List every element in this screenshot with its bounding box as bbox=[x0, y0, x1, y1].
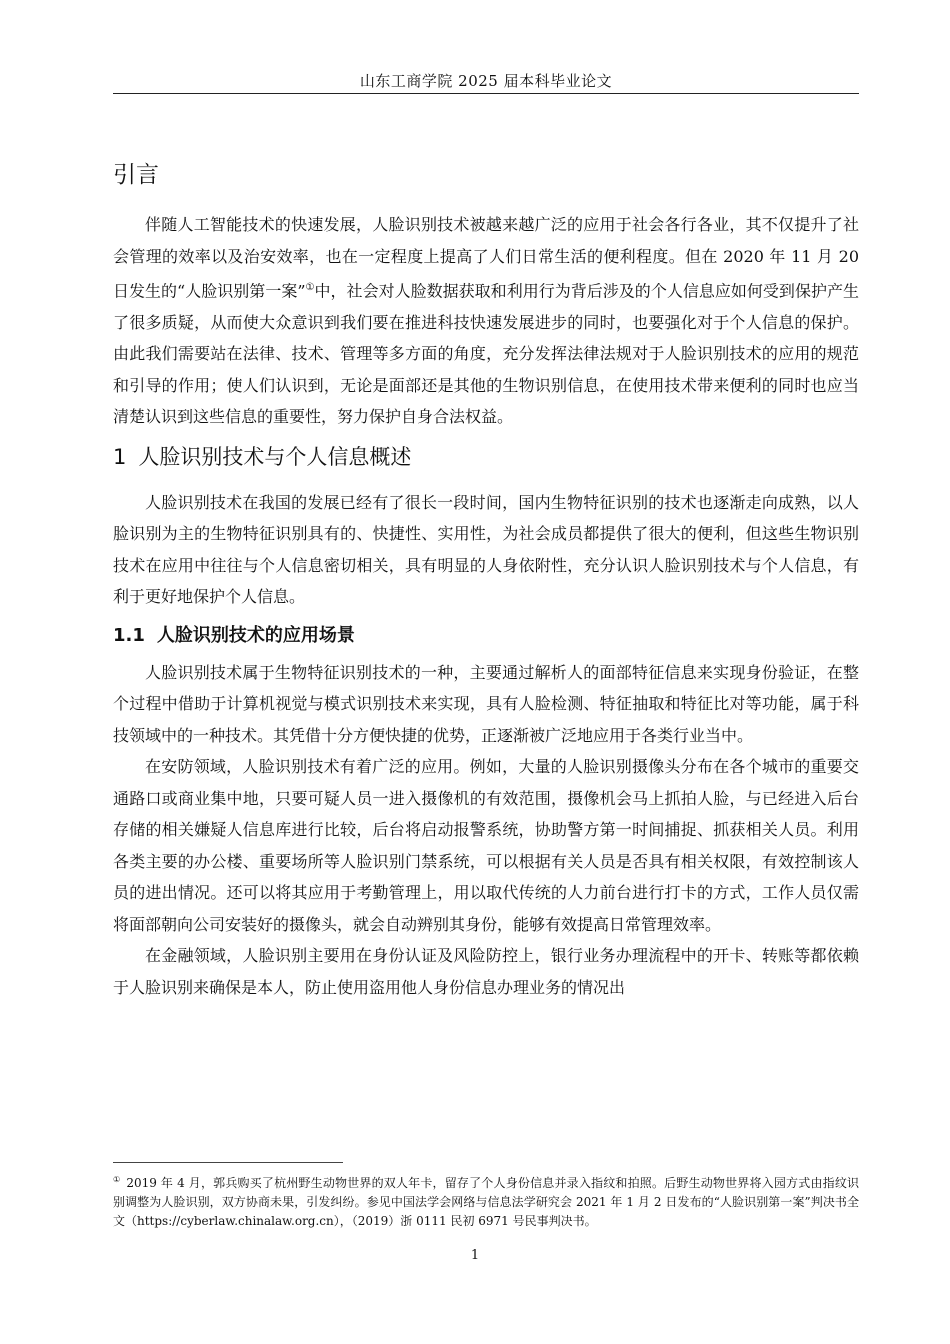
section-1-paragraph: 人脸识别技术在我国的发展已经有了很长一段时间，国内生物特征识别的技术也逐渐走向成熟，以人脸识别为主的生物特征识别具有的、快捷性、实用性，为社会成员都提供了很大的便利，但这些生物识别技术在应用中往往与个人信息密切相关，具有明显的人身依附性，充分认识人脸识别技术与个人信息，有利于更好地保护个人信息。 bbox=[113, 492, 859, 607]
subsection-1-1-heading bbox=[113, 619, 859, 653]
intro-text-part-2: 中，社会对人脸数据获取和利用行为背后涉及的个人信息应如何受到保护产生了很多质疑，从而使大众意识到我们要在推进科技快速发展进步的同时，也要强化对于个人信息的保护。由此我们需要站在法律、技术、管理等多方面的角度，充分发挥法律法规对于人脸识别技术的应用的规范和引导的作用；使人们认识到，无论是面部还是其他的生物识别信息，在使用技术带来便利的同时也应当清楚认识到这些信息的重要性，努力保护自身合法权益。 bbox=[113, 281, 859, 427]
subsection-1-1-paragraph-1: 人脸识别技术属于生物特征识别技术的一种，主要通过解析人的面部特征信息来实现身份验证，在整个过程中借助于计算机视觉与模式识别技术来实现，具有人脸检测、特征抽取和特征比对等功能，属于科技领域中的一种技术。其凭借十分方便快捷的优势，正逐渐被广泛地应用于各类行业当中。 bbox=[113, 662, 859, 745]
subsection-1-1-paragraph-2: 在安防领域，人脸识别技术有着广泛的应用。例如，大量的人脸识别摄像头分布在各个城市的重要交通路口或商业集中地，只要可疑人员一进入摄像机的有效范围，摄像机会马上抓拍人脸，与已经进入后台存储的相关嫌疑人信息库进行比较，后台将启动报警系统，协助警方第一时间捕捉、抓获相关人员。利用各类主要的办公楼、重要场所等人脸识别门禁系统，可以根据有关人员是否具有相关权限，有效控制该人员的进出情况。还可以将其应用于考勤管理上，用以取代传统的人力前台进行打卡的方式，工作人员仅需将面部朝向公司安装好的摄像头，就会自动辨别其身份，能够有效提高日常管理效率。 bbox=[113, 757, 859, 934]
page-content bbox=[113, 155, 859, 1003]
footnote-rule bbox=[113, 1162, 343, 1163]
page-number: 1 bbox=[470, 1248, 480, 1263]
header-rule bbox=[113, 93, 859, 94]
footnote bbox=[113, 1170, 859, 1231]
intro-text-part-1: 伴随人工智能技术的快速发展，人脸识别技术被越来越广泛的应用于社会各行各业，其不仅提升了社会管理的效率以及治安效率，也在一定程度上提高了人们日常生活的便利程度。但在 2020 年 11 月 20 日发生的“人脸识别第一案” bbox=[113, 215, 859, 301]
subsection-1-1-number: 1.1 bbox=[113, 624, 145, 646]
section-1-heading bbox=[113, 437, 859, 477]
intro-paragraph bbox=[113, 209, 859, 433]
subsection-1-1-title: 人脸识别技术的应用场景 bbox=[156, 624, 355, 646]
footnote-reference[interactable]: ① bbox=[305, 282, 315, 293]
footnote-marker: ① bbox=[113, 1175, 121, 1184]
running-header: 山东工商学院 2025 届本科毕业论文 bbox=[359, 72, 613, 90]
footnote-text: 2019 年 4 月，郭兵购买了杭州野生动物世界的双人年卡，留存了个人身份信息并录入指纹和拍照。后野生动物世界将入园方式由指纹识别调整为人脸识别，双方协商未果，引发纠纷。参见中国法学会网络与信息法学研究会 2021 年 1 月 2 日发布的“人脸识别第一案”判决书全文（https://cyberlaw.chinalaw.org.cn），（2019）浙 0111 民初 6971 号民事判决书。 bbox=[113, 1176, 860, 1228]
section-1-number: 1 bbox=[113, 444, 127, 469]
intro-heading: 引言 bbox=[113, 162, 159, 188]
subsection-1-1-paragraph-3: 在金融领域，人脸识别主要用在身份认证及风险防控上，银行业务办理流程中的开卡、转账等都依赖于人脸识别来确保是本人，防止使用盗用他人身份信息办理业务的情况出 bbox=[113, 946, 859, 997]
section-1-title: 人脸识别技术与个人信息概述 bbox=[138, 444, 412, 469]
